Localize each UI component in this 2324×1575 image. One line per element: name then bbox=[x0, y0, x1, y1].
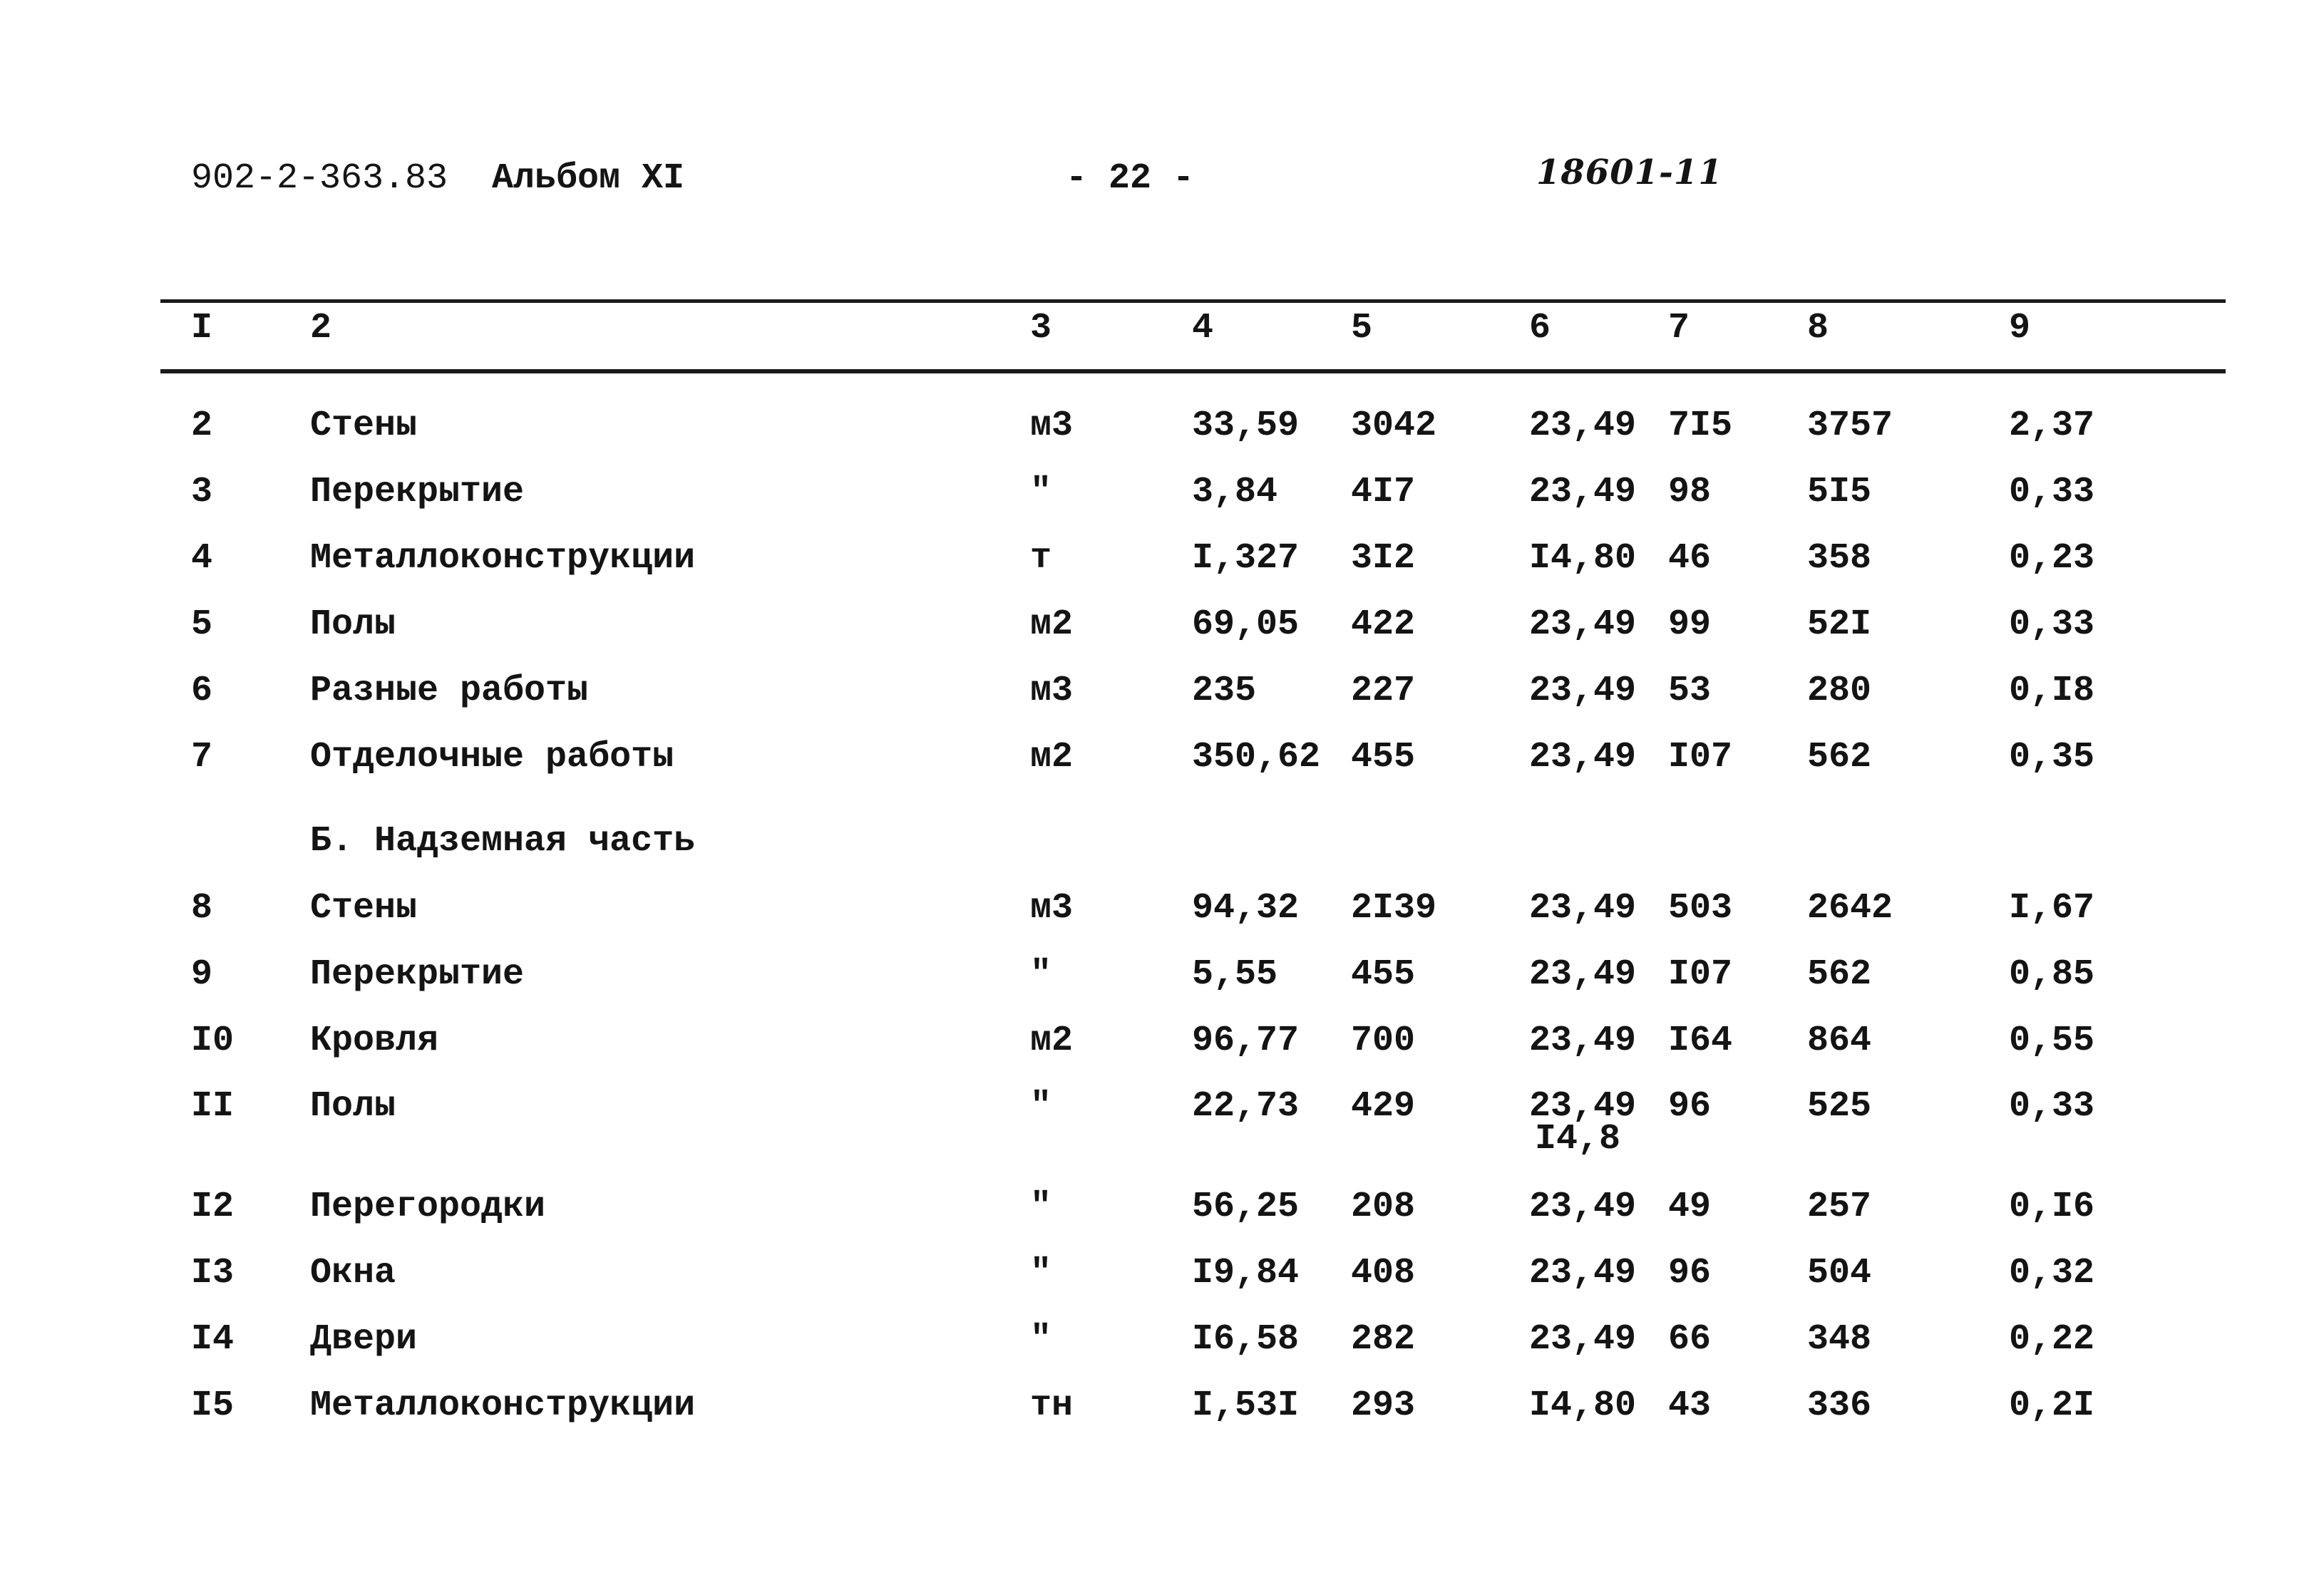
table-cell: 5 bbox=[191, 604, 213, 645]
table-cell: 23,49 bbox=[1529, 888, 1637, 929]
table-cell: Б. Надземная часть bbox=[310, 821, 696, 862]
column-header-7: 7 bbox=[1668, 308, 1690, 348]
table-cell: I2 bbox=[191, 1187, 235, 1227]
table-cell: 2642 bbox=[1807, 888, 1893, 929]
table-cell: 53 bbox=[1668, 671, 1712, 711]
table-cell: 3042 bbox=[1351, 406, 1437, 446]
table-cell: 49 bbox=[1668, 1187, 1712, 1227]
table-header-rule bbox=[160, 369, 2226, 373]
table-cell: т bbox=[1030, 538, 1052, 579]
table-cell: " bbox=[1030, 954, 1052, 995]
table-cell: Полы bbox=[310, 1086, 396, 1127]
table-cell: 43 bbox=[1668, 1385, 1712, 1426]
table-cell: 66 bbox=[1668, 1319, 1712, 1360]
table-cell: 23,49 bbox=[1529, 1253, 1637, 1293]
table-cell: 455 bbox=[1351, 737, 1416, 778]
table-cell: 0,I6 bbox=[2009, 1187, 2095, 1227]
table-cell: 455 bbox=[1351, 954, 1416, 995]
table-cell: 7I5 bbox=[1668, 406, 1733, 446]
table-cell: 99 bbox=[1668, 604, 1712, 645]
table-cell: м2 bbox=[1030, 604, 1074, 645]
column-header-9: 9 bbox=[2009, 308, 2031, 348]
table-cell: 52I bbox=[1807, 604, 1872, 645]
album-label: Альбом XI bbox=[492, 158, 685, 199]
table-cell: 0,32 bbox=[2009, 1253, 2095, 1293]
table-cell: I6,58 bbox=[1192, 1319, 1300, 1360]
table-cell: тн bbox=[1030, 1385, 1074, 1426]
table-cell: I9,84 bbox=[1192, 1253, 1300, 1293]
column-header-5: 5 bbox=[1351, 308, 1373, 348]
table-cell: Перекрытие bbox=[310, 954, 525, 995]
table-cell: 0,55 bbox=[2009, 1021, 2095, 1061]
table-cell: м3 bbox=[1030, 888, 1074, 929]
table-cell: 23,49 bbox=[1529, 1187, 1637, 1227]
table-cell: 562 bbox=[1807, 737, 1872, 778]
table-cell: I0 bbox=[191, 1021, 235, 1061]
table-cell: 293 bbox=[1351, 1385, 1416, 1426]
table-cell: I5 bbox=[191, 1385, 235, 1426]
table-cell: 7 bbox=[191, 737, 213, 778]
table-cell: 96 bbox=[1668, 1253, 1712, 1293]
table-cell: 0,33 bbox=[2009, 1086, 2095, 1127]
table-cell: 0,2I bbox=[2009, 1385, 2095, 1426]
table-cell: 3,84 bbox=[1192, 472, 1278, 512]
table-cell: I4,80 bbox=[1529, 538, 1637, 579]
table-cell: 504 bbox=[1807, 1253, 1872, 1293]
table-cell: м3 bbox=[1030, 406, 1074, 446]
table-cell: 282 bbox=[1351, 1319, 1416, 1360]
table-cell: Перекрытие bbox=[310, 472, 525, 512]
column-header-8: 8 bbox=[1807, 308, 1829, 348]
table-cell: 408 bbox=[1351, 1253, 1416, 1293]
table-cell: 69,05 bbox=[1192, 604, 1300, 645]
document-code: 902-2-363.83 bbox=[191, 158, 448, 199]
table-cell: 227 bbox=[1351, 671, 1416, 711]
table-cell: 0,33 bbox=[2009, 604, 2095, 645]
table-cell: I4,80 bbox=[1529, 1385, 1637, 1426]
table-cell: 0,35 bbox=[2009, 737, 2095, 778]
table-cell: 3 bbox=[191, 472, 213, 512]
table-cell: Полы bbox=[310, 604, 396, 645]
page-number: - 22 - bbox=[1066, 158, 1195, 199]
table-cell: 94,32 bbox=[1192, 888, 1300, 929]
table-cell: 23,49 bbox=[1529, 1319, 1637, 1360]
table-cell: 96,77 bbox=[1192, 1021, 1300, 1061]
table-cell: I07 bbox=[1668, 954, 1733, 995]
table-cell: 23,49 bbox=[1529, 604, 1637, 645]
table-cell: " bbox=[1030, 1319, 1052, 1360]
table-top-rule bbox=[160, 299, 2226, 303]
table-cell: 208 bbox=[1351, 1187, 1416, 1227]
table-cell: 4 bbox=[191, 538, 213, 579]
table-cell: 0,33 bbox=[2009, 472, 2095, 512]
table-cell: 96 bbox=[1668, 1086, 1712, 1127]
table-cell: Отделочные работы bbox=[310, 737, 674, 778]
table-cell: Двери bbox=[310, 1319, 418, 1360]
table-cell: 98 bbox=[1668, 472, 1712, 512]
table-cell: м3 bbox=[1030, 671, 1074, 711]
table-cell: м2 bbox=[1030, 1021, 1074, 1061]
table-cell: I,67 bbox=[2009, 888, 2095, 929]
table-cell: Окна bbox=[310, 1253, 396, 1293]
table-cell: 0,23 bbox=[2009, 538, 2095, 579]
table-cell: 4I7 bbox=[1351, 472, 1416, 512]
table-cell: 864 bbox=[1807, 1021, 1872, 1061]
table-cell: 562 bbox=[1807, 954, 1872, 995]
table-cell: Стены bbox=[310, 406, 418, 446]
table-cell: м2 bbox=[1030, 737, 1074, 778]
table-cell: 3I2 bbox=[1351, 538, 1416, 579]
table-cell: 23,49 bbox=[1529, 406, 1637, 446]
handwritten-archive-number: 18601-11 bbox=[1536, 153, 1723, 192]
table-cell: 700 bbox=[1351, 1021, 1416, 1061]
table-cell: " bbox=[1030, 1187, 1052, 1227]
table-cell: 2,37 bbox=[2009, 406, 2095, 446]
table-cell: 5,55 bbox=[1192, 954, 1278, 995]
table-cell: 422 bbox=[1351, 604, 1416, 645]
table-cell: Металлоконструкции bbox=[310, 1385, 696, 1426]
table-cell: 0,85 bbox=[2009, 954, 2095, 995]
table-cell: 2 bbox=[191, 406, 213, 446]
table-cell: 23,49 bbox=[1529, 1021, 1637, 1061]
table-cell: 257 bbox=[1807, 1187, 1872, 1227]
table-cell: 23,49 bbox=[1529, 737, 1637, 778]
table-cell: Разные работы bbox=[310, 671, 589, 711]
table-cell: 8 bbox=[191, 888, 213, 929]
table-cell: " bbox=[1030, 1086, 1052, 1127]
table-cell: 9 bbox=[191, 954, 213, 995]
table-cell: 503 bbox=[1668, 888, 1733, 929]
table-cell: Стены bbox=[310, 888, 418, 929]
table-cell: 280 bbox=[1807, 671, 1872, 711]
table-cell: 23,49 bbox=[1529, 472, 1637, 512]
table-cell: I,327 bbox=[1192, 538, 1300, 579]
table-cell: I07 bbox=[1668, 737, 1733, 778]
column-header-3: 3 bbox=[1030, 308, 1052, 348]
table-cell: 0,I8 bbox=[2009, 671, 2095, 711]
table-cell: Кровля bbox=[310, 1021, 439, 1061]
table-cell: 23,49 bbox=[1529, 1086, 1637, 1127]
table-cell: " bbox=[1030, 1253, 1052, 1293]
table-cell: I4 bbox=[191, 1319, 235, 1360]
table-cell: 350,62 bbox=[1192, 737, 1321, 778]
table-cell: 348 bbox=[1807, 1319, 1872, 1360]
table-cell: I,53I bbox=[1192, 1385, 1300, 1426]
column-header-4: 4 bbox=[1192, 308, 1214, 348]
table-cell: 235 bbox=[1192, 671, 1257, 711]
table-cell: " bbox=[1030, 472, 1052, 512]
table-cell: 336 bbox=[1807, 1385, 1872, 1426]
table-cell: 429 bbox=[1351, 1086, 1416, 1127]
table-cell: 358 bbox=[1807, 538, 1872, 579]
table-cell: 0,22 bbox=[2009, 1319, 2095, 1360]
table-cell: 23,49 bbox=[1529, 671, 1637, 711]
table-cell: 5I5 bbox=[1807, 472, 1872, 512]
table-cell: I64 bbox=[1668, 1021, 1733, 1061]
table-cell: 525 bbox=[1807, 1086, 1872, 1127]
table-cell-secondary: I4,8 bbox=[1535, 1119, 1621, 1160]
column-header-6: 6 bbox=[1529, 308, 1551, 348]
table-cell: 56,25 bbox=[1192, 1187, 1300, 1227]
table-cell: 46 bbox=[1668, 538, 1712, 579]
table-cell: 22,73 bbox=[1192, 1086, 1300, 1127]
table-cell: Перегородки bbox=[310, 1187, 546, 1227]
table-cell: 6 bbox=[191, 671, 213, 711]
table-cell: 23,49 bbox=[1529, 954, 1637, 995]
table-cell: Металлоконструкции bbox=[310, 538, 696, 579]
table-cell: 3757 bbox=[1807, 406, 1893, 446]
column-header-1: I bbox=[191, 308, 213, 348]
table-cell: I3 bbox=[191, 1253, 235, 1293]
table-cell: 2I39 bbox=[1351, 888, 1437, 929]
table-cell: II bbox=[191, 1086, 235, 1127]
column-header-2: 2 bbox=[310, 308, 332, 348]
table-cell: 33,59 bbox=[1192, 406, 1300, 446]
